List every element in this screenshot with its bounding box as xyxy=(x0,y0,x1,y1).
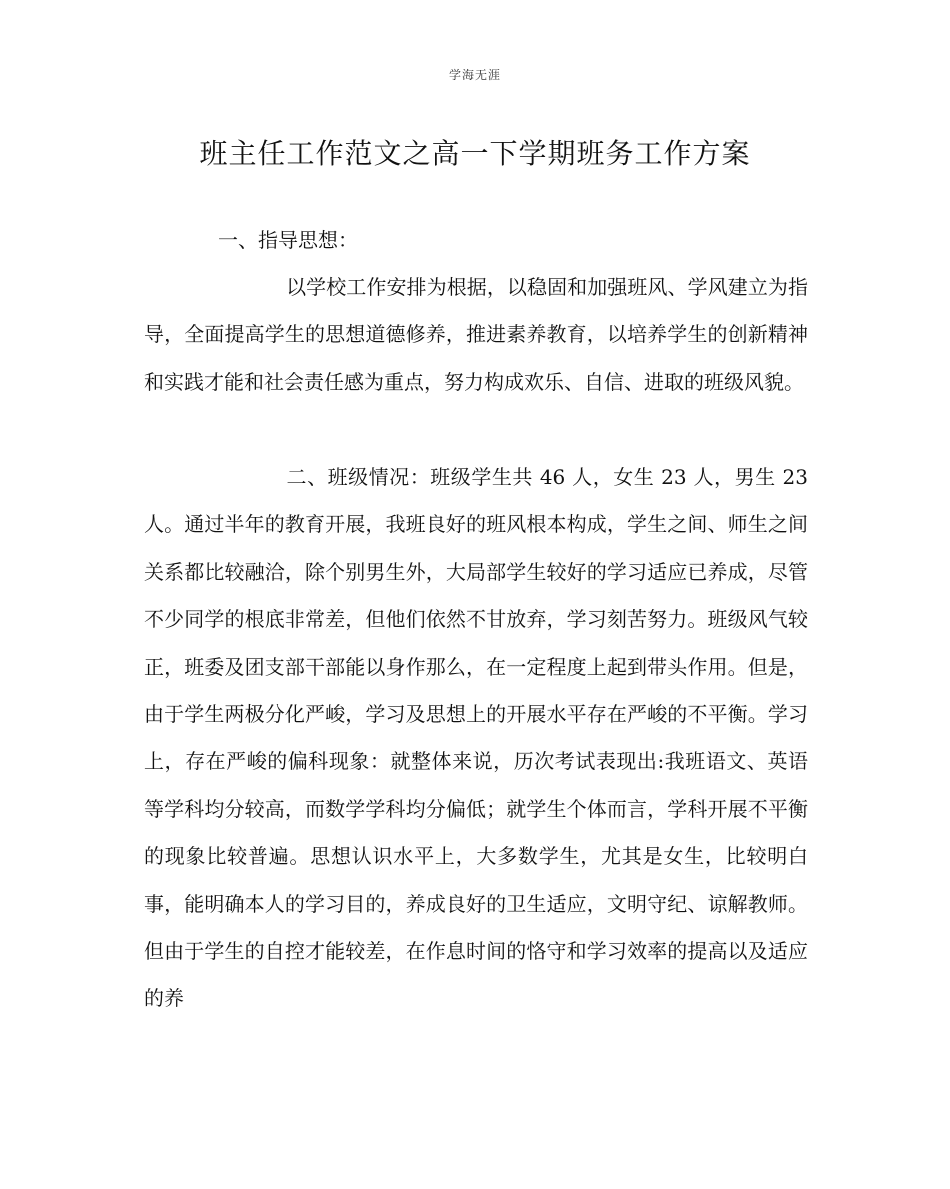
paragraph-text: 二、班级情况：班级学生共 46 人，女生 23 人，男生 23 人。通过半年的教育开展，我班良好的班风根本构成，学生之间、师生之间关系都比较融洽，除个别男生外，大局部学生较好的学习适应已养成，尽管不少同学的根底非常差，但他们依然不甘放弃，学习刻苦努力。班级风气较正，班委及团支部干部能以身作那么，在一定程度上起到带头作用。但是，由于学生两极分化严峻，学习及思想上的开展水平存在严峻的不平衡。学习上，存在严峻的偏科现象：就整体来说，历次考试表现出:我班语文、英语等学科均分较高，而数学学科均分偏低；就学生个体而言，学科开展不平衡的现象比较普遍。思想认识水平上，大多数学生，尤其是女生，比较明白事，能明确本人的学习目的，养成良好的卫生适应，文明守纪、谅解教师。但由于学生的自控才能较差，在作息时间的恪守和学习效率的提高以及适应的养 xyxy=(144,465,808,1011)
paragraph-text: 以学校工作安排为根据，以稳固和加强班风、学风建立为指导，全面提高学生的思想道德修养，推进素养教育，以培养学生的创新精神和实践才能和社会责任感为重点，努力构成欢乐、自信、进取的班级风貌。 xyxy=(144,275,808,394)
paragraph-guiding-ideology xyxy=(144,264,808,406)
section-heading-guiding-ideology: 一、指导思想： xyxy=(218,228,358,252)
paragraph-class-situation xyxy=(144,454,808,1023)
document-title: 班主任工作范文之高一下学期班务工作方案 xyxy=(199,137,751,170)
page-header: 学海无涯 xyxy=(448,68,501,82)
